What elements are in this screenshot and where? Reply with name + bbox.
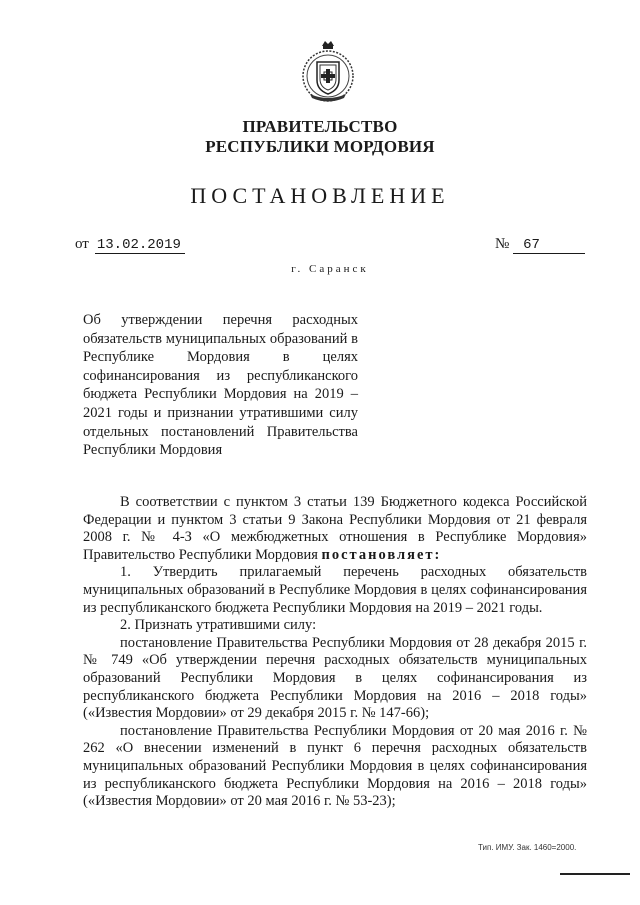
government-title-line1: ПРАВИТЕЛЬСТВО: [242, 117, 398, 136]
coat-of-arms-icon: [300, 38, 356, 104]
city-line: г. Саранск: [291, 263, 369, 275]
document-type: ПОСТАНОВЛЕНИЕ: [190, 183, 450, 208]
preamble-text: В соответствии с пунктом 3 статьи 139 Бюджетного кодекса Российской Федерации и пунктом 3 статьи 9 Закона Республики Мордовия от 21 февраля 2008 г. № 4-З «О межбюджетных отношения в Республике Мордовия» Правительство Республики Мордовия: [83, 494, 587, 563]
document-subject: Об утверждении перечня расходных обязательств муниципальных образований в Республике Мордовия в целях софинансирования из республиканского бюджета Республики Мордовия на 2019 – 2021 годы и признании утратившими силу отдельных постановлений Правительства Республики Мордовия: [83, 312, 358, 459]
paragraph-repealed-1: постановление Правительства Республики Мордовия от 28 декабря 2015 г. № 749 «Об утверждении перечня расходных обязательств муниципальных образований Республики Мордовия в целях софинансирования из республиканского бюджета Республики Мордовия на 2016 – 2018 годы» («Известия Мордовии» от 29 декабря 2015 г. № 147-66);: [83, 634, 587, 722]
date-value: 13.02.2019: [95, 237, 185, 254]
paragraph-item-2: 2. Признать утратившими силу:: [120, 617, 317, 634]
date-prefix: от: [75, 236, 89, 252]
number-value: 67: [513, 237, 585, 254]
document-body: [83, 494, 587, 811]
number-prefix: №: [495, 236, 510, 252]
paragraph-preamble: [83, 494, 587, 564]
number-field: [495, 236, 585, 254]
scan-edge-divider: [560, 873, 630, 875]
paragraph-repealed-2: постановление Правительства Республики Мордовия от 20 мая 2016 г. № 262 «О внесении изменений в пункт 6 перечня расходных обязательств муниципальных образований Республики Мордовия в целях софинансирования из республиканского бюджета Республики Мордовия на 2016 – 2018 годы» («Известия Мордовии» от 20 мая 2016 г. № 53-23);: [83, 722, 587, 810]
decree-keyword: постановляет:: [321, 546, 442, 563]
print-note: Тип. ИМУ. Зак. 1460=2000.: [478, 843, 577, 852]
government-title-line2: РЕСПУБЛИКИ МОРДОВИЯ: [205, 137, 435, 156]
date-field: [75, 236, 185, 254]
paragraph-item-1: 1. Утвердить прилагаемый перечень расходных обязательств муниципальных образований в Республике Мордовия в целях софинансирования из республиканского бюджета Республики Мордовия на 2019 – 2021 годы.: [83, 564, 587, 616]
